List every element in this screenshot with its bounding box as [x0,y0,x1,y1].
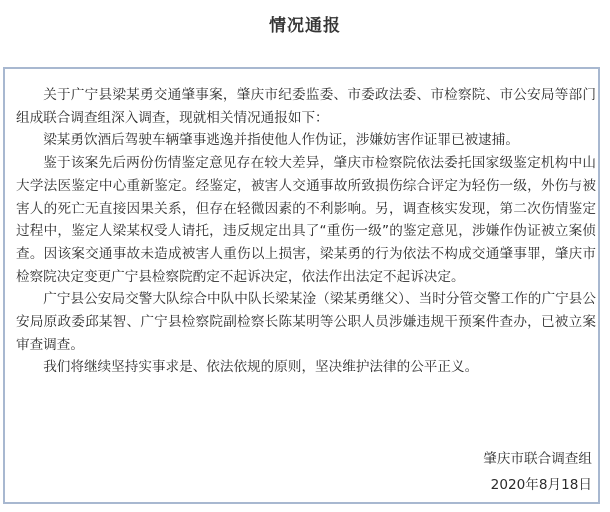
paragraph-intro: 关于广宁县梁某勇交通肇事案，肇庆市纪委监委、市委政法委、市检察院、市公安局等部门组成联合调查组深入调查，现就相关情况通报如下： [16,87,596,126]
notice-body [16,84,596,379]
signature-organization: 肇庆市联合调查组 [483,451,592,467]
document-title: 情况通报 [269,16,341,36]
signature-date: 2020年8月18日 [490,477,592,493]
paragraph-appraisal: 鉴于该案先后两份伤情鉴定意见存在较大差异，肇庆市检察院依法委托国家级鉴定机构中山大学法医鉴定中心重新鉴定。经鉴定，被害人交通事故所致损伤综合评定为轻伤一级，外伤与被害人的死亡无直接因果关系，但存在轻微因素的不利影响。另，调查核实发现，第二次伤情鉴定过程中，鉴定人梁某权受人请托，违反规定出具了“重伤一级”的鉴定意见，涉嫌作伪证被立案侦查。因该案交通事故未造成被害人重伤以上损害，梁某勇的行为依法不构成交通肇事罪，肇庆市检察院决定变更广宁县检察院酌定不起诉决定，依法作出法定不起诉决定。 [16,155,596,285]
paragraph-arrest: 梁某勇饮酒后驾驶车辆肇事逃逸并指使他人作伪证，涉嫌妨害作证罪已被逮捕。 [43,132,519,149]
paragraph-closing: 我们将继续坚持实事求是、依法依规的原则，坚决维护法律的公平正义。 [43,359,479,376]
paragraph-officials: 广宁县公安局交警大队综合中队中队长梁某淦（梁某勇继父）、当时分管交警工作的广宁县公安局原政委邱某智、广宁县检察院副检察长陈某明等公职人员涉嫌违规干预案件查办，已被立案审查调查。 [16,291,596,353]
